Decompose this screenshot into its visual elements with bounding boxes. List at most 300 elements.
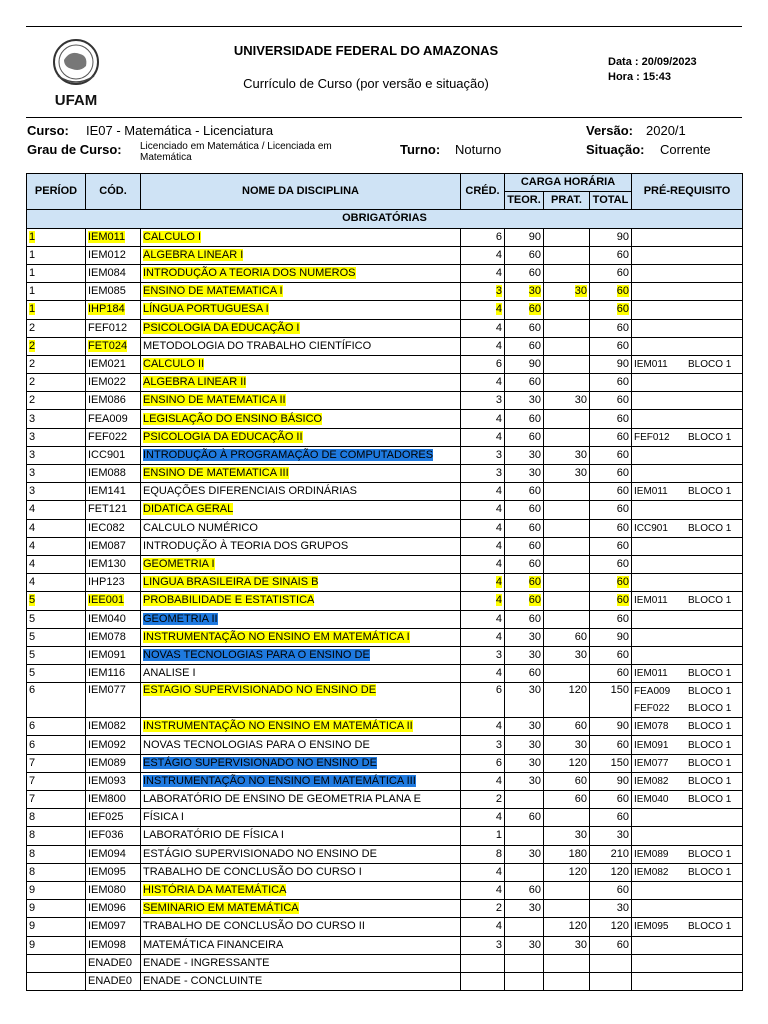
cell-period-text: 3 (29, 485, 36, 498)
cell-teor-text: 30 (528, 394, 541, 407)
cell-period-text: 8 (29, 811, 36, 824)
cell-name-text: ESTAGIO SUPERVISIONADO NO ENSINO DE (143, 684, 377, 697)
cell-code-text: IEM088 (88, 467, 126, 480)
cell-code-text: IEM094 (88, 847, 126, 860)
cell-code-text: IEM096 (88, 902, 126, 915)
cell-period (27, 246, 86, 264)
cell-cred-text: 6 (495, 357, 502, 370)
cell-name (141, 683, 461, 718)
prereq-entry (634, 919, 740, 934)
cell-total-text: 60 (616, 539, 630, 552)
cell-name-text: CALCULO NUMÉRICO (143, 521, 258, 534)
cell-cred-text: 4 (495, 612, 502, 625)
cell-period (27, 754, 86, 772)
cell-teor (505, 319, 544, 337)
prereq-code: FEF022 (634, 703, 670, 715)
cell-cred (461, 646, 505, 664)
cell-name (141, 954, 461, 972)
prereq-code: IEM040 (634, 794, 669, 806)
cell-prat (544, 791, 590, 809)
cell-cred-text: 3 (495, 448, 502, 461)
cell-prat (544, 628, 590, 646)
cell-name (141, 537, 461, 555)
cell-period-text: 2 (29, 357, 36, 370)
cell-period (27, 301, 86, 319)
table-row (27, 555, 743, 573)
cell-cred-text: 3 (495, 938, 502, 951)
cell-code (86, 337, 141, 355)
cell-cred-text: 4 (495, 303, 502, 316)
cell-teor (505, 845, 544, 863)
cell-prereq (632, 809, 743, 827)
cell-code-text: IEM130 (88, 558, 126, 571)
cell-cred-text: 4 (495, 667, 502, 680)
cell-total (590, 936, 632, 954)
cell-code-text: IEM084 (88, 267, 126, 280)
prereq-code: IEM077 (634, 757, 669, 769)
cell-prat (544, 718, 590, 736)
cell-total-text: 60 (616, 594, 630, 607)
cell-teor-text: 30 (528, 720, 541, 733)
cell-period (27, 736, 86, 754)
cell-code-text: IEM021 (88, 357, 126, 370)
cell-code (86, 683, 141, 718)
prereq-bloco: BLOCO 1 (688, 721, 732, 733)
cell-total (590, 228, 632, 246)
prereq-code: IEM011 (634, 595, 668, 607)
cell-teor (505, 264, 544, 282)
cell-total-text: 60 (616, 394, 630, 407)
cell-period (27, 355, 86, 373)
prereq-code: IEM082 (634, 866, 669, 878)
cell-period-text: 5 (29, 612, 36, 625)
cell-total (590, 246, 632, 264)
cell-code (86, 537, 141, 555)
cell-period-text: 3 (29, 430, 36, 443)
cell-name (141, 483, 461, 501)
prereq-code: FEA009 (634, 686, 671, 698)
cell-prat-text: 30 (574, 394, 587, 407)
cell-cred-text: 4 (495, 720, 502, 733)
cell-cred-text: 3 (495, 467, 502, 480)
table-row (27, 319, 743, 337)
cell-period-text: 9 (29, 938, 36, 951)
cell-name (141, 465, 461, 483)
cell-name-text: METODOLOGIA DO TRABALHO CIENTÍFICO (143, 339, 372, 352)
cell-total-text: 60 (616, 558, 630, 571)
logo-text: UFAM (54, 92, 98, 108)
col-cred: CRÉD. (461, 174, 505, 210)
cell-period (27, 574, 86, 592)
col-prereq: PRÉ-REQUISITO (632, 174, 743, 210)
cell-teor-text: 60 (528, 884, 541, 897)
table-row (27, 791, 743, 809)
table-row (27, 465, 743, 483)
cell-teor-text: 30 (528, 684, 541, 697)
cell-prat (544, 428, 590, 446)
prereq-entry (634, 683, 740, 700)
turno-label: Turno: (400, 142, 441, 157)
cell-period (27, 428, 86, 446)
university-title: UNIVERSIDADE FEDERAL DO AMAZONAS (233, 43, 499, 58)
cell-prat (544, 665, 590, 683)
col-prat: PRAT. (544, 192, 590, 210)
cell-period (27, 718, 86, 736)
cell-code (86, 936, 141, 954)
cell-prereq (632, 683, 743, 718)
cell-prat (544, 264, 590, 282)
cell-name-text: GEOMETRIA II (143, 612, 218, 625)
grau-label: Grau de Curso: (27, 142, 122, 157)
col-total: TOTAL (590, 192, 632, 210)
cell-code (86, 228, 141, 246)
cell-period (27, 954, 86, 972)
cell-period-text: 2 (29, 321, 36, 334)
prereq-bloco: BLOCO 1 (688, 739, 732, 751)
report-title: Currículo de Curso (por versão e situação) (243, 76, 489, 91)
prereq-code: IEM011 (634, 486, 668, 498)
cell-code (86, 465, 141, 483)
cell-prereq (632, 537, 743, 555)
date-value: 20/09/2023 (641, 56, 697, 68)
cell-total (590, 264, 632, 282)
cell-cred-text: 4 (495, 485, 502, 498)
cell-name (141, 610, 461, 628)
cell-total-text: 150 (610, 684, 630, 697)
cell-prat-text: 30 (574, 938, 587, 951)
cell-total-text: 60 (616, 811, 630, 824)
cell-prat (544, 465, 590, 483)
cell-code (86, 863, 141, 881)
table-row (27, 954, 743, 972)
cell-code (86, 355, 141, 373)
cell-prat (544, 392, 590, 410)
cell-total (590, 519, 632, 537)
cell-prat-text: 30 (574, 648, 587, 661)
cell-name-text: ENADE - CONCLUINTE (143, 974, 263, 987)
cell-code-text: IEM078 (88, 630, 126, 643)
table-row (27, 246, 743, 264)
cell-cred (461, 683, 505, 718)
cell-name-text: TRABALHO DE CONCLUSÃO DO CURSO II (143, 920, 365, 933)
cell-period-text: 7 (29, 774, 36, 787)
cell-name-text: MATEMÁTICA FINANCEIRA (143, 938, 284, 951)
cell-period-text: 4 (29, 558, 36, 571)
table-row (27, 337, 743, 355)
cell-total (590, 319, 632, 337)
cell-cred (461, 519, 505, 537)
cell-cred-text: 3 (495, 738, 502, 751)
cell-teor (505, 592, 544, 610)
cell-name-text: LABORATÓRIO DE ENSINO DE GEOMETRIA PLANA E (143, 793, 421, 806)
cell-code-text: IEM082 (88, 720, 126, 733)
cell-name-text: INTRODUÇÃO À TEORIA DOS GRUPOS (143, 539, 349, 552)
cell-cred (461, 246, 505, 264)
time-value: 15:43 (642, 71, 671, 83)
prereq-entry (634, 593, 740, 608)
cell-teor (505, 646, 544, 664)
cell-teor-text: 60 (528, 267, 541, 280)
cell-teor-text: 60 (528, 376, 541, 389)
cell-teor-text: 60 (528, 576, 541, 589)
cell-teor-text: 60 (528, 558, 541, 571)
cell-total (590, 283, 632, 301)
col-name: NOME DA DISCIPLINA (141, 174, 461, 210)
cell-name (141, 228, 461, 246)
cell-period (27, 683, 86, 718)
cell-name-text: INSTRUMENTAÇÃO NO ENSINO EM MATEMÁTICA III (143, 774, 416, 787)
cell-cred-text: 4 (495, 339, 502, 352)
table-row (27, 881, 743, 899)
cell-total (590, 392, 632, 410)
cell-prat (544, 683, 590, 718)
cell-cred (461, 410, 505, 428)
cell-cred-text: 6 (495, 230, 502, 243)
table-row (27, 900, 743, 918)
cell-code (86, 428, 141, 446)
cell-period-text: 6 (29, 720, 36, 733)
cell-period-text: 5 (29, 648, 36, 661)
cell-total-text: 60 (616, 485, 630, 498)
cell-prereq (632, 610, 743, 628)
cell-period (27, 827, 86, 845)
cell-period (27, 900, 86, 918)
cell-teor (505, 809, 544, 827)
cell-prereq (632, 845, 743, 863)
cell-teor-text: 60 (528, 811, 541, 824)
cell-period-text: 1 (29, 285, 36, 298)
cell-total (590, 337, 632, 355)
cell-period (27, 972, 86, 990)
cell-cred-text: 4 (495, 539, 502, 552)
cell-total-text: 60 (616, 467, 630, 480)
cell-name (141, 337, 461, 355)
cell-cred (461, 592, 505, 610)
cell-prat (544, 809, 590, 827)
cell-name-text: INSTRUMENTAÇÃO NO ENSINO EM MATEMÁTICA I (143, 630, 410, 643)
cell-teor-text: 90 (528, 357, 541, 370)
cell-prat (544, 972, 590, 990)
table-row (27, 809, 743, 827)
cell-teor (505, 519, 544, 537)
cell-code-text: IEM095 (88, 865, 126, 878)
cell-cred-text: 4 (495, 430, 502, 443)
table-row (27, 483, 743, 501)
cell-code (86, 665, 141, 683)
prereq-code: IEM091 (634, 739, 669, 751)
prereq-bloco: BLOCO 1 (688, 486, 732, 498)
cell-prereq (632, 374, 743, 392)
cell-period-text: 4 (29, 539, 36, 552)
table-row (27, 918, 743, 936)
cell-total-text: 90 (616, 720, 630, 733)
cell-prat (544, 374, 590, 392)
cell-total-text: 60 (616, 303, 630, 316)
cell-teor-text: 60 (528, 612, 541, 625)
cell-name-text: NOVAS TECNOLOGIAS PARA O ENSINO DE (143, 738, 370, 751)
cell-code (86, 610, 141, 628)
cell-code (86, 646, 141, 664)
table-row (27, 736, 743, 754)
cell-cred-text: 4 (495, 412, 502, 425)
curso-value: IE07 - Matemática - Licenciatura (86, 123, 274, 138)
cell-prereq (632, 863, 743, 881)
cell-prat (544, 736, 590, 754)
cell-total-text: 60 (616, 430, 630, 443)
cell-teor (505, 863, 544, 881)
cell-cred (461, 337, 505, 355)
cell-prereq (632, 954, 743, 972)
cell-teor (505, 772, 544, 790)
cell-teor-text: 60 (528, 430, 541, 443)
cell-name (141, 772, 461, 790)
table-row (27, 574, 743, 592)
cell-cred-text: 4 (495, 884, 502, 897)
cell-name (141, 809, 461, 827)
cell-period-text: 8 (29, 829, 36, 842)
cell-teor (505, 337, 544, 355)
prereq-bloco: BLOCO 1 (688, 848, 732, 860)
cell-cred (461, 392, 505, 410)
cell-code-text: IEM012 (88, 248, 126, 261)
cell-period-text: 2 (29, 394, 36, 407)
cell-total (590, 881, 632, 899)
cell-code (86, 736, 141, 754)
cell-total-text: 60 (616, 576, 630, 589)
cell-period-text: 7 (29, 793, 36, 806)
table-row (27, 754, 743, 772)
cell-name (141, 374, 461, 392)
cell-prereq (632, 246, 743, 264)
cell-period (27, 392, 86, 410)
cell-teor (505, 355, 544, 373)
cell-prereq (632, 972, 743, 990)
cell-code-text: IEM116 (88, 667, 126, 680)
cell-period (27, 772, 86, 790)
cell-period (27, 610, 86, 628)
cell-period (27, 465, 86, 483)
cell-cred-text: 1 (495, 829, 502, 842)
cell-total (590, 809, 632, 827)
cell-teor-text: 30 (528, 902, 541, 915)
cell-code (86, 501, 141, 519)
cell-prereq (632, 355, 743, 373)
cell-total-text: 60 (616, 267, 630, 280)
cell-prereq (632, 736, 743, 754)
cell-prereq (632, 881, 743, 899)
cell-period (27, 592, 86, 610)
cell-prat (544, 446, 590, 464)
grau-value: Licenciado em Matemática / Licenciada em Matemática (140, 141, 332, 163)
cell-prat (544, 754, 590, 772)
cell-teor-text: 60 (528, 485, 541, 498)
cell-prereq (632, 592, 743, 610)
cell-teor (505, 483, 544, 501)
cell-total-text: 60 (616, 339, 630, 352)
cell-period-text: 4 (29, 503, 36, 516)
cell-name (141, 863, 461, 881)
cell-prat (544, 646, 590, 664)
cell-prereq (632, 428, 743, 446)
prereq-bloco: BLOCO 1 (688, 358, 732, 370)
cell-prereq (632, 754, 743, 772)
cell-code-text: IEF036 (88, 829, 124, 842)
cell-code (86, 555, 141, 573)
prereq-bloco: BLOCO 1 (688, 921, 732, 933)
cell-prat-text: 120 (568, 865, 587, 878)
cell-name (141, 900, 461, 918)
cell-teor (505, 501, 544, 519)
cell-cred-text: 3 (495, 285, 502, 298)
cell-prat (544, 519, 590, 537)
col-teor: TEOR. (505, 192, 544, 210)
cell-name-text: INSTRUMENTAÇÃO NO ENSINO EM MATEMÁTICA II (143, 720, 413, 733)
cell-cred (461, 319, 505, 337)
cell-prat-text: 60 (574, 720, 587, 733)
table-row (27, 827, 743, 845)
cell-total-text: 60 (616, 793, 630, 806)
cell-total-text: 60 (616, 938, 630, 951)
cell-total-text: 210 (610, 847, 630, 860)
cell-period (27, 374, 86, 392)
cell-code (86, 918, 141, 936)
cell-total (590, 827, 632, 845)
cell-prat-text: 30 (574, 448, 587, 461)
cell-total (590, 301, 632, 319)
cell-prereq (632, 410, 743, 428)
prereq-code: ICC901 (634, 522, 668, 534)
cell-prereq (632, 392, 743, 410)
cell-name (141, 881, 461, 899)
cell-name (141, 283, 461, 301)
cell-code-text: IEM097 (88, 920, 126, 933)
cell-code-text: IEM089 (88, 756, 126, 769)
prereq-entry (634, 700, 740, 717)
cell-period-text: 2 (29, 376, 36, 389)
cell-prereq (632, 936, 743, 954)
cell-name-text: FÍSICA I (143, 811, 184, 824)
cell-teor-text: 30 (528, 285, 541, 298)
cell-total-text: 90 (616, 357, 630, 370)
cell-code (86, 283, 141, 301)
cell-cred-text: 4 (495, 774, 502, 787)
cell-prat (544, 555, 590, 573)
cell-cred-text: 4 (495, 503, 502, 516)
cell-cred (461, 264, 505, 282)
cell-cred (461, 283, 505, 301)
turno-value: Noturno (455, 142, 502, 157)
cell-code (86, 410, 141, 428)
table-row (27, 446, 743, 464)
cell-teor-text: 90 (528, 230, 541, 243)
cell-total-text: 60 (616, 503, 630, 516)
curso-label: Curso: (27, 123, 69, 138)
prereq-entry (634, 847, 740, 862)
cell-name-text: GEOMETRIA I (143, 558, 215, 571)
cell-teor-text: 30 (528, 467, 541, 480)
cell-name-text: ALGEBRA LINEAR I (143, 248, 244, 261)
cell-name (141, 718, 461, 736)
table-body (27, 228, 743, 991)
table-row (27, 501, 743, 519)
cell-prereq (632, 301, 743, 319)
cell-cred-text: 2 (495, 793, 502, 806)
cell-prat (544, 574, 590, 592)
cell-total (590, 374, 632, 392)
table-row (27, 301, 743, 319)
cell-code (86, 845, 141, 863)
cell-teor (505, 718, 544, 736)
